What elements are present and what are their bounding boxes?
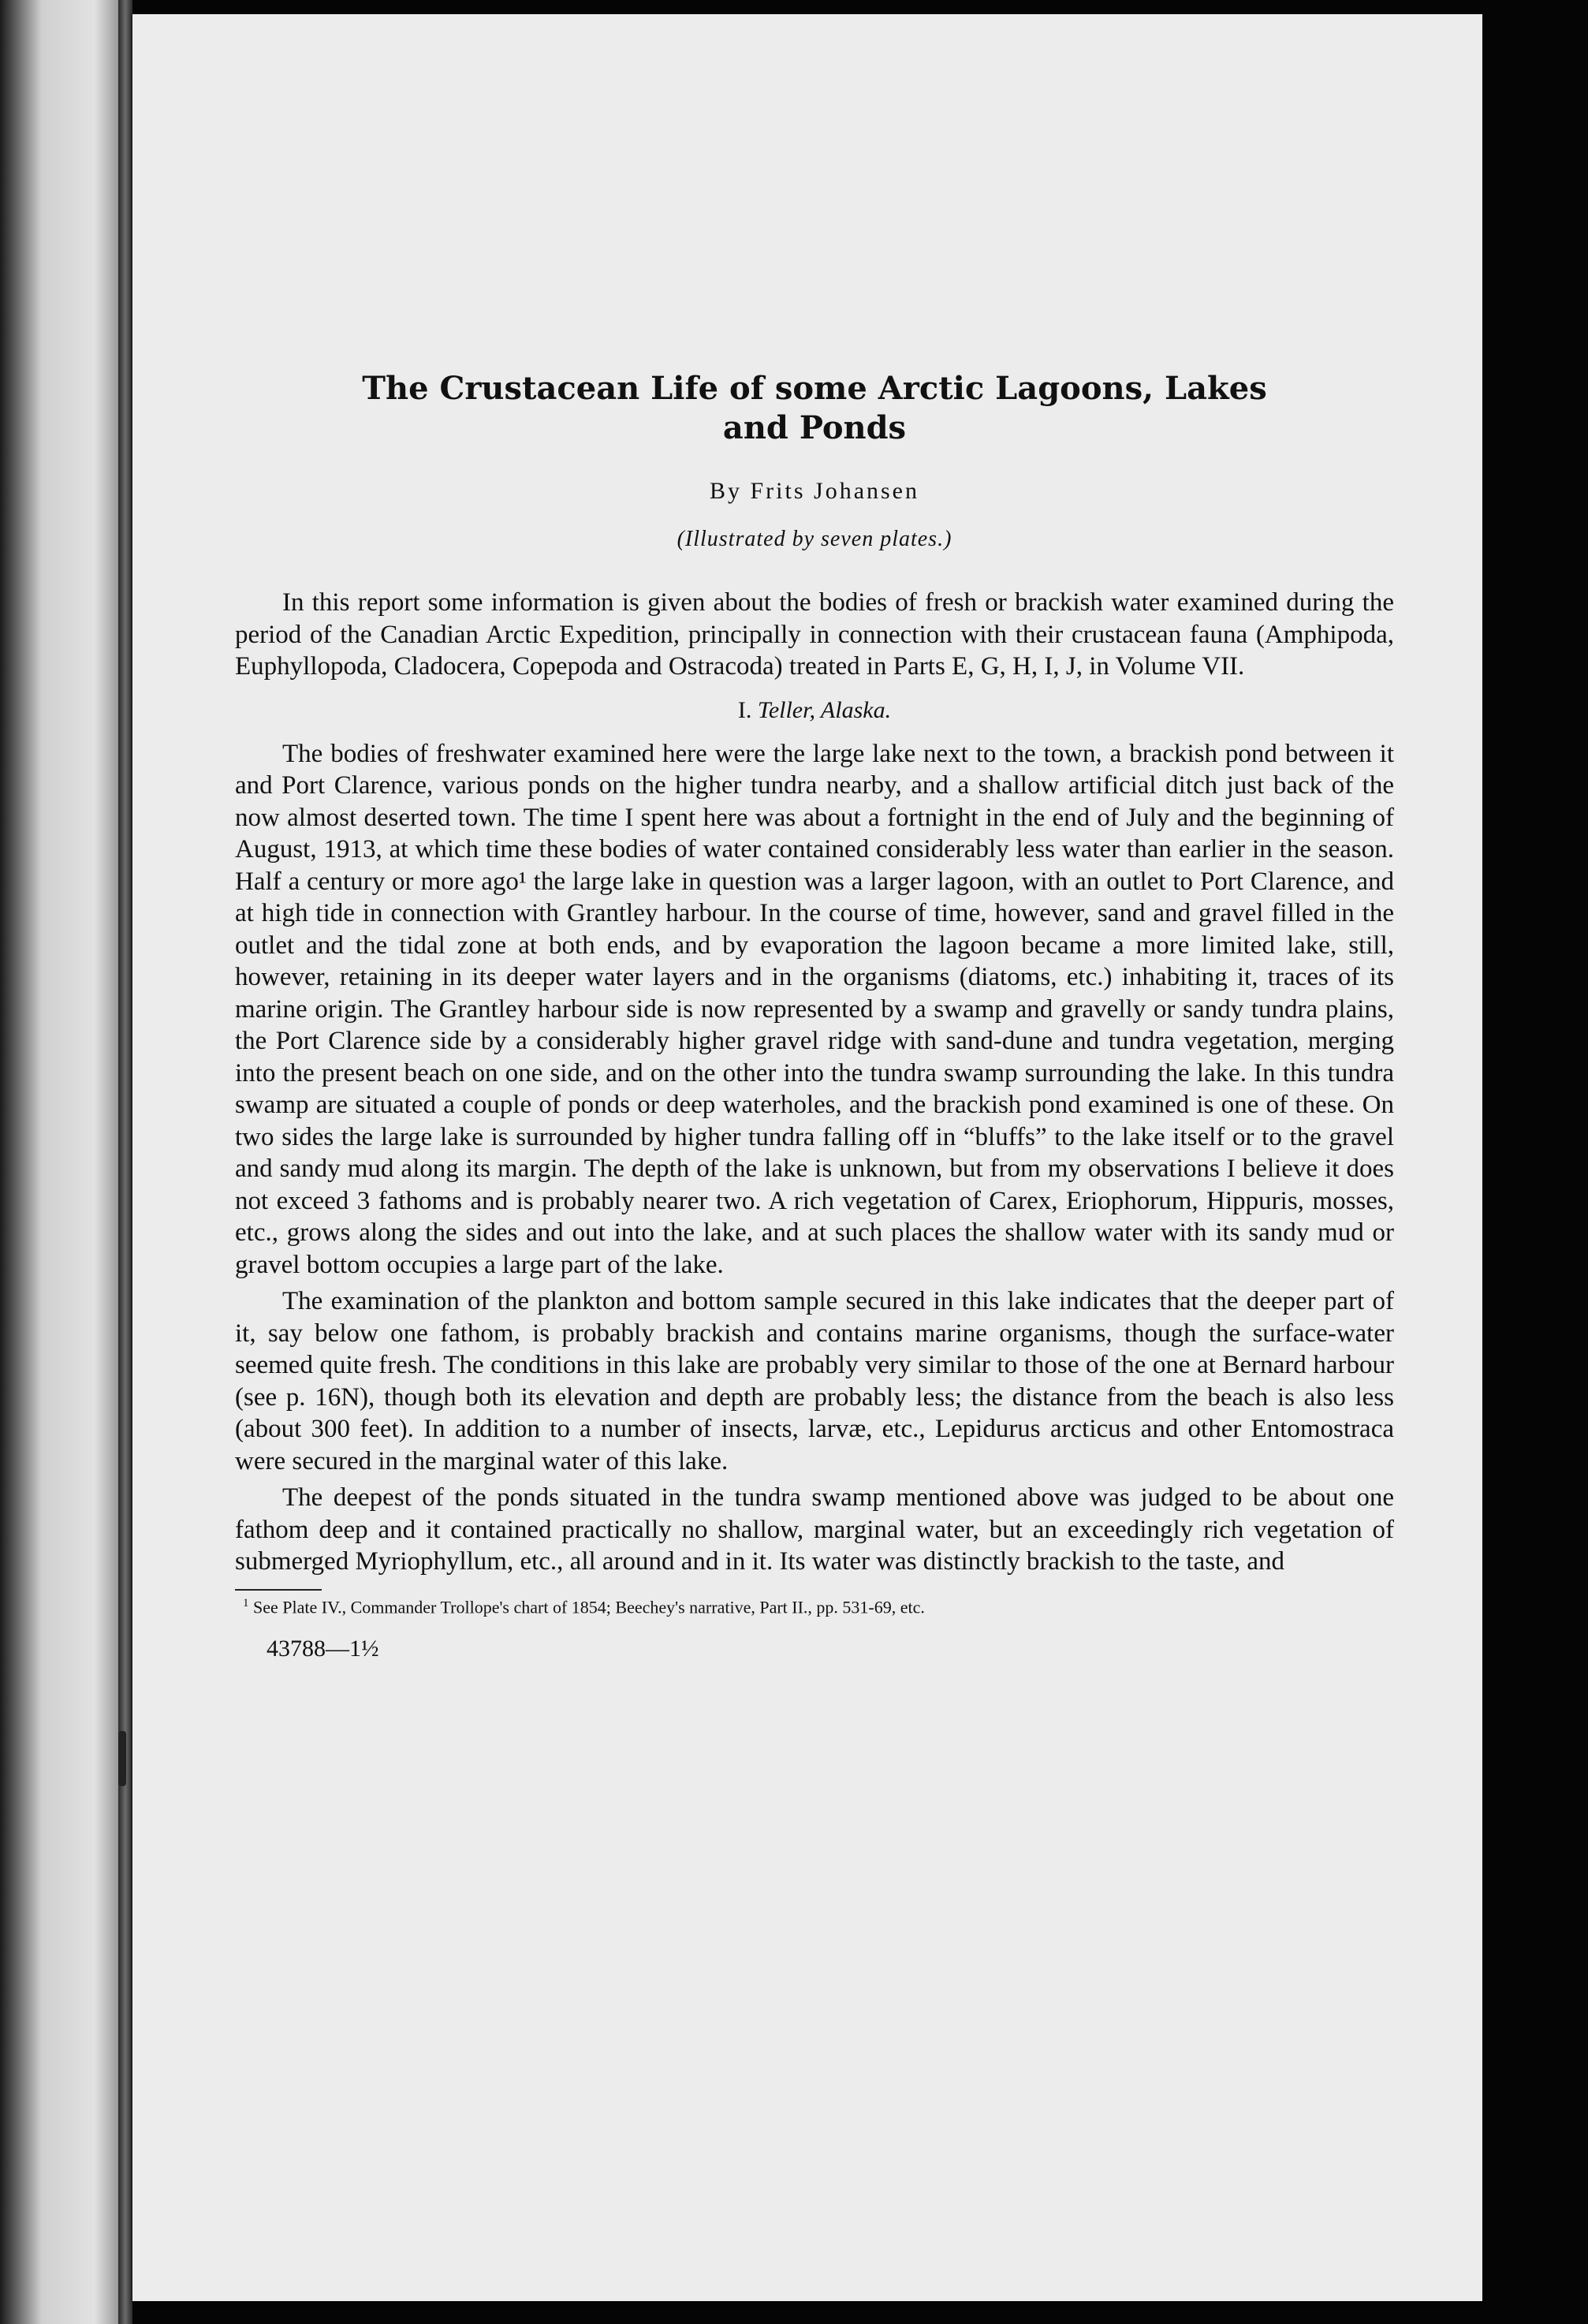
- left-page-edge: [0, 0, 118, 2324]
- footnote: [235, 1592, 1394, 1618]
- intro-paragraph: In this report some information is given about the bodies of fresh or brackish water examined during the period of the Canadian Arctic Expedition, principally in connection with their crustacean fauna (Amphipoda, Euphyllopoda, Cladocera, Copepoda and Ostracoda) treated in Parts E, G, H, I, J, in Volume VII.: [235, 588, 1394, 681]
- article-byline: By Frits Johansen: [709, 478, 919, 504]
- illustration-note: (Illustrated by seven plates.): [677, 527, 952, 551]
- section-place: Teller, Alaska.: [757, 696, 892, 723]
- footnote-text: See Plate IV., Commander Trollope's chart of 1854; Beechey's narrative, Part II., pp. 531-69, etc.: [253, 1596, 925, 1617]
- document-page: [132, 14, 1482, 2301]
- page-content: [235, 369, 1394, 1662]
- footnote-marker: 1: [243, 1596, 249, 1610]
- footnote-rule: [235, 1589, 322, 1591]
- body-paragraph-1: The bodies of freshwater examined here were the large lake next to the town, a brackish pond between it and Port Clarence, various ponds on the higher tundra nearby, and a shallow artificial ditch just back of the now almost deserted town. The time I spent here was about a fortnight in the end of July and the beginning of August, 1913, at which time these bodies of water contained considerably less water than earlier in the season. Half a century or more ago¹ the large lake in question was a larger lagoon, with an outlet to Port Clarence, and at high tide in connection with Grantley harbour. In the course of time, however, sand and gravel filled in the outlet and the tidal zone at both ends, and by evaporation the lagoon became a more limited lake, still, however, retaining in its deeper water layers and in the organisms (diatoms, etc.) inhabiting it, traces of its marine origin. The Grantley harbour side is now represented by a swamp and gravelly or sandy tundra plains, the Port Clarence side by a considerably higher gravel ridge with sand-dune and tundra vegetation, merging into the present beach on one side, and on the other into the tundra swamp surrounding the lake. In this tundra swamp are situated a couple of ponds or deep waterholes, and the brackish pond examined is one of these. On two sides the large lake is surrounded by higher tundra falling off in “bluffs” to the lake itself or to the gravel and sandy mud along its margin. The depth of the lake is unknown, but from my observations I believe it does not exceed 3 fathoms and is probably nearer two. A rich vegetation of Carex, Eriophorum, Hippuris, mosses, etc., grows along the sides and out into the lake, and at such places the shallow water with its sandy mud or gravel bottom occupies a large part of the lake.: [235, 739, 1394, 1279]
- signature-mark: 43788—1½: [267, 1635, 379, 1662]
- margin-mark: [118, 1731, 126, 1786]
- section-heading: [235, 697, 1394, 724]
- section-number: I.: [737, 696, 752, 723]
- article-title: The Crustacean Life of some Arctic Lagoons, Lakes and Ponds: [362, 370, 1267, 446]
- right-background: [1482, 0, 1588, 2324]
- body-paragraph-3: The deepest of the ponds situated in the tundra swamp mentioned above was judged to be about one fathom deep and it contained practically no shallow, marginal water, but an exceedingly rich vegetation of submerged Myriophyllum, etc., all around and in it. Its water was distinctly brackish to the taste, and: [235, 1483, 1394, 1576]
- book-gutter: [118, 0, 132, 2324]
- body-paragraph-2: The examination of the plankton and bottom sample secured in this lake indicates that the deeper part of it, say below one fathom, is probably brackish and contains marine organisms, though the surface-water seemed quite fresh. The conditions in this lake are probably very similar to those of the one at Bernard harbour (see p. 16N), though both its elevation and depth are probably less; the distance from the beach is also less (about 300 feet). In addition to a number of insects, larvæ, etc., Lepidurus arcticus and other Entomostraca were secured in the marginal water of this lake.: [235, 1287, 1394, 1475]
